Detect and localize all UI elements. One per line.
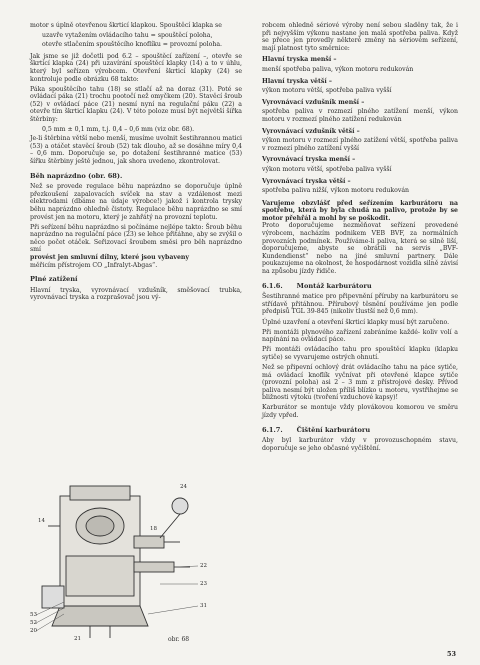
- rule-text: spotřeba paliva nižší, výkon motoru redukován: [262, 187, 409, 195]
- indented-item: otevře stlačením spouštěcího knoflíku = provozní poloha.: [42, 41, 223, 49]
- figure-label: 20: [30, 628, 37, 634]
- figure-label: 31: [200, 603, 207, 609]
- paragraph: Aby byl karburátor vždy v provozuschopném stavu, doporučuje se jeho občasné vyčištění.: [262, 437, 458, 452]
- figure-label: 23: [200, 581, 207, 587]
- paragraph: Při montáži plynového zařízení zabráníme každé- koliv volí a napínání na ovládací páce.: [262, 328, 458, 344]
- figure-label: 22: [200, 563, 207, 569]
- rule-text: výkon motoru větší, spotřeba paliva vyšší: [262, 165, 392, 173]
- rule-heading: Vyrovnávací vzdušník menší –: [262, 98, 365, 106]
- rule-text: výkon motoru větší, spotřeba paliva vyšší: [262, 87, 392, 95]
- paragraph-emphasis: provést jen smluvní dílny, které jsou vybaveny: [30, 254, 189, 262]
- figure-label: 18: [150, 526, 157, 532]
- paragraph: Při montáži ovládacího tahu pro spouštěcí klapku (klapku sytiče) se vyvarujeme ostrých ohnutí.: [262, 346, 458, 361]
- left-column: [30, 22, 242, 305]
- indented-item: uzavře vytažením ovládacího tahu = spouštěcí poloha,: [42, 32, 213, 40]
- paragraph: robcem ohledně sériové výroby není sebou sladěny tak, že i při nejvyšším výkonu nastane jen malá spotřeba paliva. Když se přece jen provedly některé změny na sériovém seřízení, mají platnost tyto směrnice:: [262, 22, 458, 52]
- figure-caption: obr. 68: [168, 636, 190, 643]
- carburetor-figure: [30, 466, 242, 646]
- section-number: 6.1.7.: [262, 425, 283, 434]
- paragraph: Než se připevní ochlový drát ovládacího tahu na páce sytiče, má ovládací knoflík vyčnívat při otevřené klapce sytiče (provozní poloha) asi 2 – 3 mm z přístrojové desky. Přívod paliva nesmí být uložen příliš blízko u motoru, vystřihejme se bližnosti výtoku (tvoření vzduchové kapsy)!: [262, 363, 458, 402]
- rule-text: spotřeba paliva v rozmezí plného zatížení menší, výkon motoru v rozmezí plného zatížení redukován: [262, 108, 458, 123]
- rule-text: výkon motoru v rozmezí plného zatížení větší, spotřeba paliva v rozmezí plného zatížení vyšší: [262, 137, 458, 152]
- right-column: [262, 22, 458, 455]
- rule-heading: Hlavní tryska menší –: [262, 56, 337, 64]
- warning-text: Varujeme obzvlášť před seřízením karburátoru na spotřebu, která by byla chudá na palivo, protože by se motor přehřál a mohl by se poškodit.: [262, 199, 458, 222]
- rule-heading: Vyrovnávací vzdušník větší –: [262, 127, 360, 135]
- section-heading: [262, 283, 458, 291]
- paragraph: Páka spouštěcího tahu (18) se stlačí až na doraz (31). Poté se ovládací páka (21) trochu pootočí než omyčkem (20). Stavěcí šroub (52) v ovládací páce (21) nesmí nyní na regulační páku (22) a otevře tím škrticí klapku (24). V této poloze musí být největší šířka štěrbiny:: [30, 85, 242, 124]
- figure-label: 24: [180, 484, 187, 490]
- section-heading: Běh naprázdno (obr. 68).: [30, 171, 123, 180]
- page-number: 53: [447, 650, 457, 658]
- figure-label: 14: [38, 518, 45, 524]
- paragraph: měřicím přístrojem CO „Infralyt-Abgas“.: [30, 261, 158, 269]
- section-number: 6.1.6.: [262, 281, 283, 290]
- paragraph: Je-li štěrbina větší nebo menší, musíme uvolnit šestihrannou matici (53) a otáčet stavěcí šroub (52) tak dlouho, až se dosáhne míry 0,4 – 0,6 mm. Doporučuje se, po dotažení šestihranné matice (53) šířku štěrbiny ještě jednou, jak shora uvedeno, zkontrolovat.: [30, 135, 242, 165]
- carburetor-drawing: [30, 466, 242, 646]
- measurement-line: 0,5 mm ± 0,1 mm, t.j. 0,4 – 0,6 mm (viz obr. 68).: [42, 126, 195, 134]
- paragraph: Šestihranné matice pro připevnění příruby na karburátoru se střídavě přitáhnou. Přírubový těsnění používáme jen podle předpisů TGL 39-845 (nikoliv tlustší než 0,6 mm).: [262, 293, 458, 316]
- rule-heading: Vyrovnávací tryska větší –: [262, 177, 351, 185]
- paragraph: Než se provede regulace běhu naprázdno se doporučuje úplně přezkoušení zapalovacích svíček na stav a vzdálenost mezi elektrodami (dbáme na údaje výrobce!) jakož i kontrola trysky běhu naprázdno ohledně čistoty. Regulace běhu naprázdno se smí provést jen na motoru, který je zahřátý na provozní teplotu.: [30, 183, 242, 221]
- paragraph: Proto doporučujeme nezměňovat seřízení provedené výrobcem, nacházím podnikem VEB BVF, za normálních provozních podmínek. Používáme-li paliva, která se silně liší, doporučujeme, abyste se obrátili na servis „BVF-Kundendienst“ nebo na jiné smluvní partnery. Dále poukazujeme na okolnost, že hospodárnost vozidla silně závisí na způsobu jízdy řidiče.: [262, 222, 458, 276]
- figure-label: 21: [74, 636, 81, 642]
- figure-label: 53: [30, 612, 37, 618]
- figure-label: 52: [30, 620, 37, 626]
- section-heading: Plné zatížení: [30, 275, 78, 284]
- section-title: Montáž karburátoru: [296, 281, 372, 290]
- paragraph: Jak jsme se již dočetli pod 6.2 – spouštěcí zařízení –, otevře se škrticí klapka (24) při uzavírání spouštěcí klapky (14) a to v úhlu, který byl seřízen výrobcem. Otevření škrticí klapky (24) se kontroluje podle obrázku 68 takto:: [30, 52, 242, 83]
- paragraph: Úplné uzavření a otevření škrticí klapky musí být zaručeno.: [262, 318, 450, 326]
- rule-heading: Vyrovnávací tryska menší –: [262, 156, 356, 164]
- rule-text: menší spotřeba paliva, výkon motoru redukován: [262, 65, 414, 73]
- paragraph: Karburátor se montuje vždy plovákovou komorou ve směru jízdy vpřed.: [262, 404, 458, 420]
- section-heading: [262, 427, 458, 435]
- section-title: Čištění karburátoru: [296, 425, 371, 434]
- paragraph: Hlavní tryska, vyrovnávací vzdušník, směšovací trubka, vyrovnávací tryska a rozprašovač jsou vý-: [30, 286, 242, 302]
- paragraph: motor s úplně otevřenou škrticí klapkou. Spouštěcí klapka se: [30, 22, 222, 29]
- rule-heading: Hlavní tryska větší –: [262, 77, 332, 85]
- paragraph: Při seřízení běhu naprázdno si počínáme nejlépe takto: Šroub běhu naprázdno na regulační páce (23) se lehce přitáhne, aby se zvýšil o něco počet otáček. Seřizovací šroubem směsi pro běh naprázdno smí: [30, 223, 242, 254]
